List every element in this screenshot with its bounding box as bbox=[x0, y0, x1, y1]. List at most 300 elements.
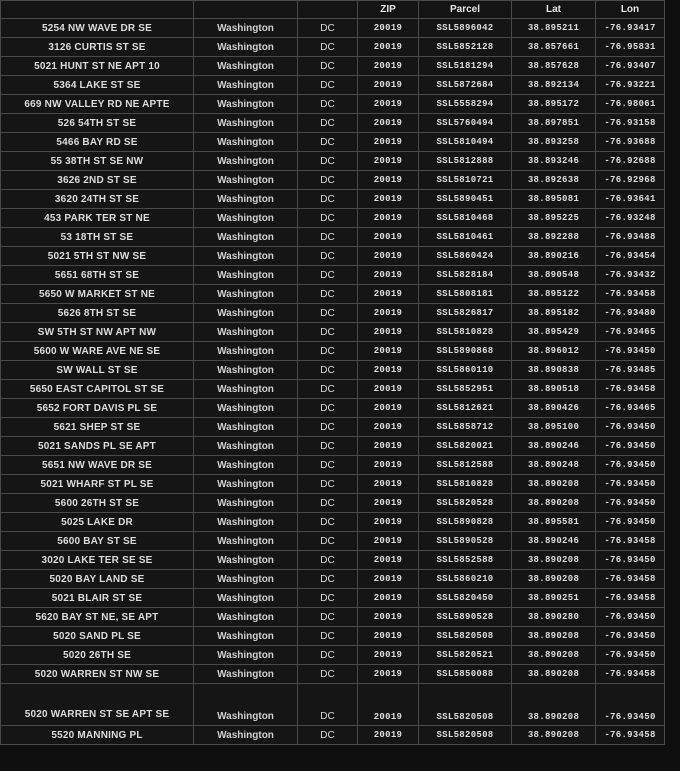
address-cell[interactable]: 3620 24TH ST SE bbox=[1, 190, 194, 209]
lon-cell[interactable]: -76.93688 bbox=[596, 133, 665, 152]
lat-cell[interactable]: 38.890208 bbox=[512, 627, 596, 646]
parcel-cell[interactable]: SSL5890868 bbox=[419, 342, 512, 361]
address-cell[interactable]: 5626 8TH ST SE bbox=[1, 304, 194, 323]
address-cell[interactable]: 5025 LAKE DR bbox=[1, 513, 194, 532]
state-cell[interactable]: DC bbox=[298, 209, 358, 228]
lat-cell[interactable]: 38.895122 bbox=[512, 285, 596, 304]
lat-cell[interactable]: 38.890208 bbox=[512, 726, 596, 745]
lat-cell[interactable]: 38.890548 bbox=[512, 266, 596, 285]
zip-cell[interactable]: 20019 bbox=[358, 684, 419, 726]
city-cell[interactable]: Washington bbox=[194, 190, 298, 209]
parcel-cell[interactable]: SSL5890528 bbox=[419, 532, 512, 551]
state-cell[interactable]: DC bbox=[298, 57, 358, 76]
lat-cell[interactable]: 38.890246 bbox=[512, 437, 596, 456]
state-cell[interactable]: DC bbox=[298, 627, 358, 646]
address-cell[interactable]: 5021 HUNT ST NE APT 10 bbox=[1, 57, 194, 76]
state-cell[interactable]: DC bbox=[298, 152, 358, 171]
lat-cell[interactable]: 38.890208 bbox=[512, 665, 596, 684]
parcel-cell[interactable]: SSL5812621 bbox=[419, 399, 512, 418]
zip-cell[interactable]: 20019 bbox=[358, 285, 419, 304]
state-cell[interactable]: DC bbox=[298, 551, 358, 570]
parcel-cell[interactable]: SSL5860424 bbox=[419, 247, 512, 266]
column-header-city[interactable] bbox=[194, 1, 298, 19]
address-cell[interactable]: 669 NW VALLEY RD NE APTE bbox=[1, 95, 194, 114]
lon-cell[interactable]: -76.95831 bbox=[596, 38, 665, 57]
parcel-cell[interactable]: SSL5808181 bbox=[419, 285, 512, 304]
parcel-cell[interactable]: SSL5810494 bbox=[419, 133, 512, 152]
state-cell[interactable]: DC bbox=[298, 380, 358, 399]
state-cell[interactable]: DC bbox=[298, 399, 358, 418]
address-cell[interactable]: 5600 26TH ST SE bbox=[1, 494, 194, 513]
column-header-lon[interactable]: Lon bbox=[596, 1, 665, 19]
state-cell[interactable]: DC bbox=[298, 608, 358, 627]
column-header-lat[interactable]: Lat bbox=[512, 1, 596, 19]
lat-cell[interactable]: 38.896012 bbox=[512, 342, 596, 361]
address-cell[interactable]: 5651 68TH ST SE bbox=[1, 266, 194, 285]
city-cell[interactable]: Washington bbox=[194, 342, 298, 361]
parcel-cell[interactable]: SSL5820021 bbox=[419, 437, 512, 456]
table-row[interactable] bbox=[1, 380, 665, 399]
zip-cell[interactable]: 20019 bbox=[358, 228, 419, 247]
parcel-cell[interactable]: SSL5858712 bbox=[419, 418, 512, 437]
zip-cell[interactable]: 20019 bbox=[358, 646, 419, 665]
state-cell[interactable]: DC bbox=[298, 437, 358, 456]
lat-cell[interactable]: 38.890248 bbox=[512, 456, 596, 475]
lon-cell[interactable]: -76.93458 bbox=[596, 589, 665, 608]
parcel-cell[interactable]: SSL5860110 bbox=[419, 361, 512, 380]
address-cell[interactable]: 5620 BAY ST NE, SE APT bbox=[1, 608, 194, 627]
address-cell[interactable]: 3126 CURTIS ST SE bbox=[1, 38, 194, 57]
zip-cell[interactable]: 20019 bbox=[358, 361, 419, 380]
zip-cell[interactable]: 20019 bbox=[358, 209, 419, 228]
zip-cell[interactable]: 20019 bbox=[358, 342, 419, 361]
city-cell[interactable]: Washington bbox=[194, 152, 298, 171]
city-cell[interactable]: Washington bbox=[194, 494, 298, 513]
address-cell[interactable]: 5652 FORT DAVIS PL SE bbox=[1, 399, 194, 418]
lat-cell[interactable]: 38.892134 bbox=[512, 76, 596, 95]
zip-cell[interactable]: 20019 bbox=[358, 726, 419, 745]
lat-cell[interactable]: 38.857661 bbox=[512, 38, 596, 57]
address-cell[interactable]: 5364 LAKE ST SE bbox=[1, 76, 194, 95]
lat-cell[interactable]: 38.892638 bbox=[512, 171, 596, 190]
lon-cell[interactable]: -76.93450 bbox=[596, 418, 665, 437]
lon-cell[interactable]: -76.93450 bbox=[596, 475, 665, 494]
lat-cell[interactable]: 38.890208 bbox=[512, 646, 596, 665]
parcel-cell[interactable]: SSL5820508 bbox=[419, 627, 512, 646]
city-cell[interactable]: Washington bbox=[194, 209, 298, 228]
address-cell[interactable]: 53 18TH ST SE bbox=[1, 228, 194, 247]
zip-cell[interactable]: 20019 bbox=[358, 589, 419, 608]
state-cell[interactable]: DC bbox=[298, 646, 358, 665]
lon-cell[interactable]: -76.93432 bbox=[596, 266, 665, 285]
zip-cell[interactable]: 20019 bbox=[358, 494, 419, 513]
column-header-state[interactable] bbox=[298, 1, 358, 19]
parcel-cell[interactable]: SSL5860210 bbox=[419, 570, 512, 589]
parcel-cell[interactable]: SSL5826817 bbox=[419, 304, 512, 323]
table-row[interactable] bbox=[1, 247, 665, 266]
table-row[interactable] bbox=[1, 608, 665, 627]
zip-cell[interactable]: 20019 bbox=[358, 608, 419, 627]
lat-cell[interactable]: 38.895581 bbox=[512, 513, 596, 532]
state-cell[interactable]: DC bbox=[298, 76, 358, 95]
table-row[interactable] bbox=[1, 494, 665, 513]
table-row[interactable] bbox=[1, 646, 665, 665]
lon-cell[interactable]: -76.93450 bbox=[596, 608, 665, 627]
lon-cell[interactable]: -76.93248 bbox=[596, 209, 665, 228]
lat-cell[interactable]: 38.892288 bbox=[512, 228, 596, 247]
lat-cell[interactable]: 38.890246 bbox=[512, 532, 596, 551]
state-cell[interactable]: DC bbox=[298, 589, 358, 608]
lat-cell[interactable]: 38.890208 bbox=[512, 551, 596, 570]
zip-cell[interactable]: 20019 bbox=[358, 19, 419, 38]
state-cell[interactable]: DC bbox=[298, 342, 358, 361]
city-cell[interactable]: Washington bbox=[194, 532, 298, 551]
table-row[interactable] bbox=[1, 19, 665, 38]
table-row[interactable] bbox=[1, 726, 665, 745]
parcel-cell[interactable]: SSL5890528 bbox=[419, 608, 512, 627]
table-row[interactable] bbox=[1, 684, 665, 726]
address-cell[interactable]: 5021 WHARF ST PL SE bbox=[1, 475, 194, 494]
table-row[interactable] bbox=[1, 475, 665, 494]
city-cell[interactable]: Washington bbox=[194, 285, 298, 304]
lon-cell[interactable]: -76.93458 bbox=[596, 285, 665, 304]
lat-cell[interactable]: 38.890251 bbox=[512, 589, 596, 608]
address-cell[interactable]: 5021 SANDS PL SE APT bbox=[1, 437, 194, 456]
zip-cell[interactable]: 20019 bbox=[358, 513, 419, 532]
address-cell[interactable]: 5254 NW WAVE DR SE bbox=[1, 19, 194, 38]
state-cell[interactable]: DC bbox=[298, 323, 358, 342]
address-cell[interactable]: 5520 MANNING PL bbox=[1, 726, 194, 745]
lon-cell[interactable]: -76.93450 bbox=[596, 437, 665, 456]
city-cell[interactable]: Washington bbox=[194, 475, 298, 494]
zip-cell[interactable]: 20019 bbox=[358, 133, 419, 152]
parcel-cell[interactable]: SSL5820521 bbox=[419, 646, 512, 665]
address-cell[interactable]: 5650 EAST CAPITOL ST SE bbox=[1, 380, 194, 399]
lat-cell[interactable]: 38.895081 bbox=[512, 190, 596, 209]
lat-cell[interactable]: 38.893246 bbox=[512, 152, 596, 171]
lon-cell[interactable]: -76.93158 bbox=[596, 114, 665, 133]
state-cell[interactable]: DC bbox=[298, 475, 358, 494]
lat-cell[interactable]: 38.893258 bbox=[512, 133, 596, 152]
address-cell[interactable]: 5020 WARREN ST NW SE bbox=[1, 665, 194, 684]
lon-cell[interactable]: -76.93465 bbox=[596, 399, 665, 418]
lat-cell[interactable]: 38.895211 bbox=[512, 19, 596, 38]
address-cell[interactable]: 5020 SAND PL SE bbox=[1, 627, 194, 646]
lon-cell[interactable]: -76.93407 bbox=[596, 57, 665, 76]
state-cell[interactable]: DC bbox=[298, 133, 358, 152]
zip-cell[interactable]: 20019 bbox=[358, 399, 419, 418]
lat-cell[interactable]: 38.890208 bbox=[512, 684, 596, 726]
zip-cell[interactable]: 20019 bbox=[358, 551, 419, 570]
lat-cell[interactable]: 38.890838 bbox=[512, 361, 596, 380]
parcel-cell[interactable]: SSL5828184 bbox=[419, 266, 512, 285]
city-cell[interactable]: Washington bbox=[194, 551, 298, 570]
parcel-cell[interactable]: SSL5872684 bbox=[419, 76, 512, 95]
city-cell[interactable]: Washington bbox=[194, 247, 298, 266]
address-cell[interactable]: 453 PARK TER ST NE bbox=[1, 209, 194, 228]
zip-cell[interactable]: 20019 bbox=[358, 304, 419, 323]
lon-cell[interactable]: -76.93450 bbox=[596, 494, 665, 513]
lat-cell[interactable]: 38.890208 bbox=[512, 475, 596, 494]
parcel-cell[interactable]: SSL5760494 bbox=[419, 114, 512, 133]
city-cell[interactable]: Washington bbox=[194, 399, 298, 418]
zip-cell[interactable]: 20019 bbox=[358, 76, 419, 95]
lat-cell[interactable]: 38.895182 bbox=[512, 304, 596, 323]
address-cell[interactable]: 5020 WARREN ST SE APT SE bbox=[1, 684, 194, 726]
table-row[interactable] bbox=[1, 190, 665, 209]
address-cell[interactable]: 5650 W MARKET ST NE bbox=[1, 285, 194, 304]
state-cell[interactable]: DC bbox=[298, 418, 358, 437]
city-cell[interactable]: Washington bbox=[194, 38, 298, 57]
parcel-cell[interactable]: SSL5890451 bbox=[419, 190, 512, 209]
table-row[interactable] bbox=[1, 114, 665, 133]
address-cell[interactable]: 5621 SHEP ST SE bbox=[1, 418, 194, 437]
city-cell[interactable]: Washington bbox=[194, 627, 298, 646]
state-cell[interactable]: DC bbox=[298, 456, 358, 475]
lon-cell[interactable]: -76.92688 bbox=[596, 152, 665, 171]
table-row[interactable] bbox=[1, 57, 665, 76]
lon-cell[interactable]: -76.93480 bbox=[596, 304, 665, 323]
table-row[interactable] bbox=[1, 456, 665, 475]
city-cell[interactable]: Washington bbox=[194, 589, 298, 608]
parcel-cell[interactable]: SSL5890828 bbox=[419, 513, 512, 532]
parcel-cell[interactable]: SSL5810828 bbox=[419, 475, 512, 494]
state-cell[interactable]: DC bbox=[298, 190, 358, 209]
table-row[interactable] bbox=[1, 304, 665, 323]
zip-cell[interactable]: 20019 bbox=[358, 627, 419, 646]
state-cell[interactable]: DC bbox=[298, 684, 358, 726]
state-cell[interactable]: DC bbox=[298, 95, 358, 114]
address-cell[interactable]: 5021 5TH ST NW SE bbox=[1, 247, 194, 266]
table-row[interactable] bbox=[1, 665, 665, 684]
lat-cell[interactable]: 38.897851 bbox=[512, 114, 596, 133]
lon-cell[interactable]: -76.93450 bbox=[596, 513, 665, 532]
city-cell[interactable]: Washington bbox=[194, 171, 298, 190]
zip-cell[interactable]: 20019 bbox=[358, 266, 419, 285]
table-row[interactable] bbox=[1, 228, 665, 247]
zip-cell[interactable]: 20019 bbox=[358, 437, 419, 456]
state-cell[interactable]: DC bbox=[298, 513, 358, 532]
lat-cell[interactable]: 38.890208 bbox=[512, 494, 596, 513]
table-row[interactable] bbox=[1, 589, 665, 608]
parcel-cell[interactable]: SSL5852588 bbox=[419, 551, 512, 570]
lat-cell[interactable]: 38.895429 bbox=[512, 323, 596, 342]
zip-cell[interactable]: 20019 bbox=[358, 475, 419, 494]
city-cell[interactable]: Washington bbox=[194, 95, 298, 114]
city-cell[interactable]: Washington bbox=[194, 437, 298, 456]
zip-cell[interactable]: 20019 bbox=[358, 247, 419, 266]
parcel-cell[interactable]: SSL5810468 bbox=[419, 209, 512, 228]
parcel-cell[interactable]: SSL5820508 bbox=[419, 726, 512, 745]
state-cell[interactable]: DC bbox=[298, 171, 358, 190]
zip-cell[interactable]: 20019 bbox=[358, 152, 419, 171]
table-row[interactable] bbox=[1, 551, 665, 570]
zip-cell[interactable]: 20019 bbox=[358, 171, 419, 190]
lon-cell[interactable]: -76.93454 bbox=[596, 247, 665, 266]
parcel-cell[interactable]: SSL5810721 bbox=[419, 171, 512, 190]
state-cell[interactable]: DC bbox=[298, 19, 358, 38]
city-cell[interactable]: Washington bbox=[194, 133, 298, 152]
state-cell[interactable]: DC bbox=[298, 665, 358, 684]
address-cell[interactable]: 526 54TH ST SE bbox=[1, 114, 194, 133]
parcel-cell[interactable]: SSL5850088 bbox=[419, 665, 512, 684]
lon-cell[interactable]: -76.93450 bbox=[596, 456, 665, 475]
city-cell[interactable]: Washington bbox=[194, 456, 298, 475]
city-cell[interactable]: Washington bbox=[194, 418, 298, 437]
lon-cell[interactable]: -76.93485 bbox=[596, 361, 665, 380]
parcel-cell[interactable]: SSL5810828 bbox=[419, 323, 512, 342]
table-row[interactable] bbox=[1, 285, 665, 304]
parcel-cell[interactable]: SSL5181294 bbox=[419, 57, 512, 76]
state-cell[interactable]: DC bbox=[298, 266, 358, 285]
city-cell[interactable]: Washington bbox=[194, 726, 298, 745]
table-row[interactable] bbox=[1, 342, 665, 361]
lat-cell[interactable]: 38.890208 bbox=[512, 570, 596, 589]
lat-cell[interactable]: 38.857628 bbox=[512, 57, 596, 76]
parcel-cell[interactable]: SSL5558294 bbox=[419, 95, 512, 114]
lat-cell[interactable]: 38.895225 bbox=[512, 209, 596, 228]
zip-cell[interactable]: 20019 bbox=[358, 570, 419, 589]
lon-cell[interactable]: -76.93450 bbox=[596, 342, 665, 361]
table-row[interactable] bbox=[1, 627, 665, 646]
address-cell[interactable]: 5020 BAY LAND SE bbox=[1, 570, 194, 589]
address-cell[interactable]: 55 38TH ST SE NW bbox=[1, 152, 194, 171]
table-row[interactable] bbox=[1, 361, 665, 380]
zip-cell[interactable]: 20019 bbox=[358, 323, 419, 342]
state-cell[interactable]: DC bbox=[298, 114, 358, 133]
lon-cell[interactable]: -76.93488 bbox=[596, 228, 665, 247]
parcel-cell[interactable]: SSL5852951 bbox=[419, 380, 512, 399]
lon-cell[interactable]: -76.93450 bbox=[596, 684, 665, 726]
state-cell[interactable]: DC bbox=[298, 285, 358, 304]
zip-cell[interactable]: 20019 bbox=[358, 114, 419, 133]
zip-cell[interactable]: 20019 bbox=[358, 665, 419, 684]
lon-cell[interactable]: -76.93458 bbox=[596, 380, 665, 399]
table-row[interactable] bbox=[1, 76, 665, 95]
address-cell[interactable]: 5600 BAY ST SE bbox=[1, 532, 194, 551]
city-cell[interactable]: Washington bbox=[194, 361, 298, 380]
table-row[interactable] bbox=[1, 323, 665, 342]
table-row[interactable] bbox=[1, 513, 665, 532]
table-row[interactable] bbox=[1, 266, 665, 285]
zip-cell[interactable]: 20019 bbox=[358, 532, 419, 551]
address-cell[interactable]: 5600 W WARE AVE NE SE bbox=[1, 342, 194, 361]
city-cell[interactable]: Washington bbox=[194, 266, 298, 285]
city-cell[interactable]: Washington bbox=[194, 608, 298, 627]
zip-cell[interactable]: 20019 bbox=[358, 380, 419, 399]
lat-cell[interactable]: 38.895100 bbox=[512, 418, 596, 437]
address-cell[interactable]: SW WALL ST SE bbox=[1, 361, 194, 380]
city-cell[interactable]: Washington bbox=[194, 228, 298, 247]
table-row[interactable] bbox=[1, 171, 665, 190]
parcel-cell[interactable]: SSL5812588 bbox=[419, 456, 512, 475]
state-cell[interactable]: DC bbox=[298, 361, 358, 380]
table-row[interactable] bbox=[1, 532, 665, 551]
state-cell[interactable]: DC bbox=[298, 304, 358, 323]
city-cell[interactable]: Washington bbox=[194, 323, 298, 342]
table-row[interactable] bbox=[1, 209, 665, 228]
table-row[interactable] bbox=[1, 133, 665, 152]
lat-cell[interactable]: 38.890518 bbox=[512, 380, 596, 399]
lon-cell[interactable]: -76.93641 bbox=[596, 190, 665, 209]
parcel-cell[interactable]: SSL5820450 bbox=[419, 589, 512, 608]
lat-cell[interactable]: 38.895172 bbox=[512, 95, 596, 114]
column-header-parcel[interactable]: Parcel bbox=[419, 1, 512, 19]
state-cell[interactable]: DC bbox=[298, 570, 358, 589]
address-cell[interactable]: 5021 BLAIR ST SE bbox=[1, 589, 194, 608]
table-row[interactable] bbox=[1, 95, 665, 114]
zip-cell[interactable]: 20019 bbox=[358, 95, 419, 114]
city-cell[interactable]: Washington bbox=[194, 665, 298, 684]
city-cell[interactable]: Washington bbox=[194, 304, 298, 323]
table-row[interactable] bbox=[1, 418, 665, 437]
zip-cell[interactable]: 20019 bbox=[358, 57, 419, 76]
lon-cell[interactable]: -76.93465 bbox=[596, 323, 665, 342]
lon-cell[interactable]: -76.93221 bbox=[596, 76, 665, 95]
parcel-cell[interactable]: SSL5896042 bbox=[419, 19, 512, 38]
lon-cell[interactable]: -76.93458 bbox=[596, 726, 665, 745]
parcel-cell[interactable]: SSL5812888 bbox=[419, 152, 512, 171]
table-row[interactable] bbox=[1, 152, 665, 171]
column-header-zip[interactable]: ZIP bbox=[358, 1, 419, 19]
lon-cell[interactable]: -76.93458 bbox=[596, 665, 665, 684]
city-cell[interactable]: Washington bbox=[194, 57, 298, 76]
address-cell[interactable]: 5466 BAY RD SE bbox=[1, 133, 194, 152]
lon-cell[interactable]: -76.92968 bbox=[596, 171, 665, 190]
city-cell[interactable]: Washington bbox=[194, 19, 298, 38]
parcel-cell[interactable]: SSL5820508 bbox=[419, 684, 512, 726]
address-cell[interactable]: SW 5TH ST NW APT NW bbox=[1, 323, 194, 342]
city-cell[interactable]: Washington bbox=[194, 114, 298, 133]
state-cell[interactable]: DC bbox=[298, 726, 358, 745]
lat-cell[interactable]: 38.890280 bbox=[512, 608, 596, 627]
table-row[interactable] bbox=[1, 399, 665, 418]
parcel-cell[interactable]: SSL5820528 bbox=[419, 494, 512, 513]
table-row[interactable] bbox=[1, 437, 665, 456]
state-cell[interactable]: DC bbox=[298, 38, 358, 57]
lon-cell[interactable]: -76.93458 bbox=[596, 570, 665, 589]
lon-cell[interactable]: -76.93458 bbox=[596, 532, 665, 551]
lon-cell[interactable]: -76.93450 bbox=[596, 646, 665, 665]
table-row[interactable] bbox=[1, 38, 665, 57]
zip-cell[interactable]: 20019 bbox=[358, 456, 419, 475]
city-cell[interactable]: Washington bbox=[194, 76, 298, 95]
state-cell[interactable]: DC bbox=[298, 532, 358, 551]
lon-cell[interactable]: -76.98061 bbox=[596, 95, 665, 114]
address-cell[interactable]: 5651 NW WAVE DR SE bbox=[1, 456, 194, 475]
state-cell[interactable]: DC bbox=[298, 247, 358, 266]
lat-cell[interactable]: 38.890426 bbox=[512, 399, 596, 418]
state-cell[interactable]: DC bbox=[298, 494, 358, 513]
city-cell[interactable]: Washington bbox=[194, 513, 298, 532]
parcel-cell[interactable]: SSL5852128 bbox=[419, 38, 512, 57]
column-header-address[interactable] bbox=[1, 1, 194, 19]
lon-cell[interactable]: -76.93417 bbox=[596, 19, 665, 38]
lon-cell[interactable]: -76.93450 bbox=[596, 627, 665, 646]
city-cell[interactable]: Washington bbox=[194, 570, 298, 589]
city-cell[interactable]: Washington bbox=[194, 646, 298, 665]
parcel-cell[interactable]: SSL5810461 bbox=[419, 228, 512, 247]
address-cell[interactable]: 5020 26TH SE bbox=[1, 646, 194, 665]
zip-cell[interactable]: 20019 bbox=[358, 190, 419, 209]
lon-cell[interactable]: -76.93450 bbox=[596, 551, 665, 570]
state-cell[interactable]: DC bbox=[298, 228, 358, 247]
address-cell[interactable]: 3626 2ND ST SE bbox=[1, 171, 194, 190]
zip-cell[interactable]: 20019 bbox=[358, 38, 419, 57]
table-row[interactable] bbox=[1, 570, 665, 589]
lat-cell[interactable]: 38.890216 bbox=[512, 247, 596, 266]
city-cell[interactable]: Washington bbox=[194, 380, 298, 399]
